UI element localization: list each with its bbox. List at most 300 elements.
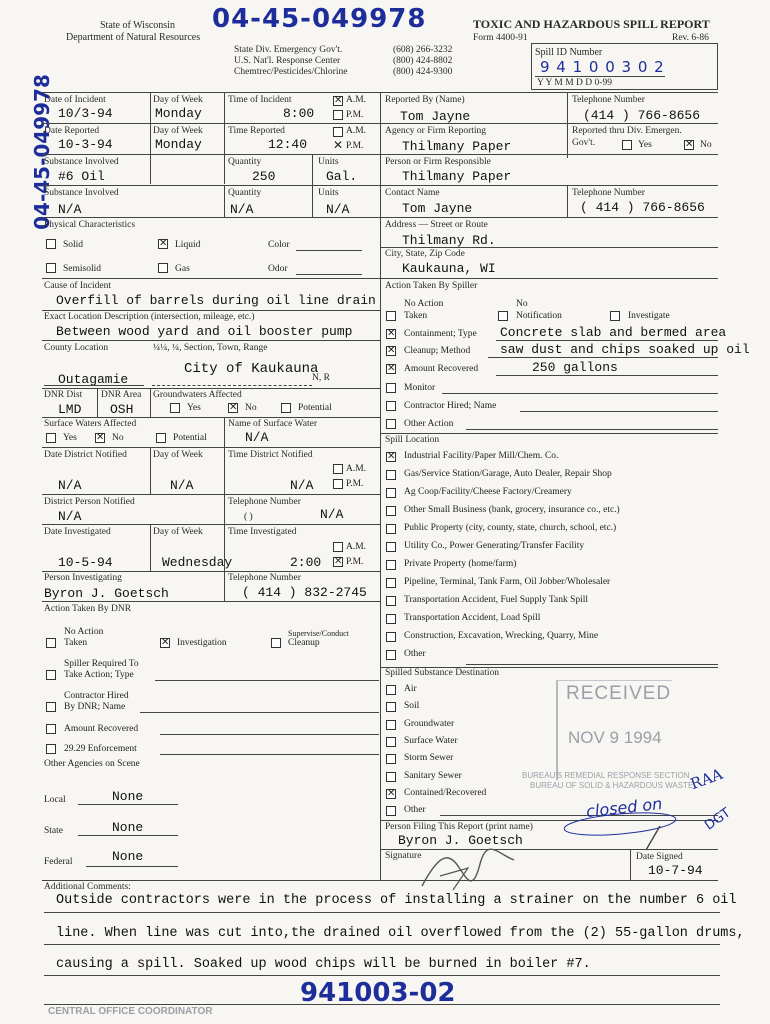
- govt-yes-checkbox[interactable]: [622, 140, 632, 150]
- spiller-no-action-checkbox[interactable]: [386, 311, 396, 321]
- vline-r3: [630, 849, 631, 880]
- spiller-amount-checkbox[interactable]: ✕: [387, 363, 396, 374]
- initials-mark-2: DGT: [702, 805, 734, 834]
- solid-label: Solid: [63, 240, 84, 250]
- amount-line: [496, 375, 718, 376]
- comment-line-2[interactable]: line. When line was cut into,the drained oil overflowed from the (2) 55-gallon drums,: [56, 926, 745, 941]
- spill-id-underline: [535, 76, 665, 77]
- vline-k: [150, 524, 151, 571]
- date-signed-label: Date Signed: [636, 852, 683, 862]
- groundwater-yes-checkbox[interactable]: [170, 403, 180, 413]
- form-revision: Rev. 6-86: [672, 33, 709, 43]
- date-notified-value[interactable]: N/A: [58, 478, 82, 493]
- date-investigated-label: Date Investigated: [44, 527, 111, 537]
- location-checkbox-7[interactable]: [386, 578, 396, 588]
- dnr-supervise-label: Supervise/Conduct: [288, 629, 349, 638]
- pm-label-2: P.M.: [346, 141, 364, 151]
- contact-1-phone: (608) 266-3232: [393, 45, 453, 55]
- dnr-area-label: DNR Area: [101, 390, 142, 400]
- quantity-value[interactable]: 250: [252, 169, 276, 184]
- enforcement-label: 29.29 Enforcement: [64, 744, 137, 754]
- surface-yes-label: Yes: [63, 433, 77, 443]
- time-notified-value[interactable]: N/A: [290, 478, 314, 493]
- surface-no-label: No: [112, 433, 124, 443]
- destination-label-4: Storm Sewer: [404, 753, 454, 763]
- color-line: [296, 250, 362, 251]
- destination-label-6: Contained/Recovered: [404, 788, 487, 798]
- stamp-bureau-1: BUREAU'S REMEDIAL RESPONSE SECTION: [522, 771, 690, 780]
- am-label-2: A.M.: [346, 126, 367, 136]
- contact-2-name: U.S. Nat'l. Response Center: [234, 56, 341, 66]
- time-incident-value[interactable]: 8:00: [283, 106, 315, 121]
- location-label-0: Industrial Facility/Paper Mill/Chem. Co.: [404, 451, 559, 461]
- solid-checkbox[interactable]: [46, 239, 56, 249]
- hline-r4: [380, 217, 718, 218]
- destination-checkbox-6[interactable]: ✕: [387, 788, 396, 799]
- date-signed-value[interactable]: 10-7-94: [648, 863, 703, 878]
- received-stamp: RECEIVED: [566, 683, 672, 704]
- date-investigated-value[interactable]: 10-5-94: [58, 555, 113, 570]
- spill-id-format: Y Y M M D D 0-99: [537, 78, 612, 88]
- state-value[interactable]: None: [112, 820, 144, 835]
- location-label-5: Utility Co., Power Generating/Transfer Facility: [404, 541, 585, 551]
- dnr-amount-recovered-checkbox[interactable]: [46, 724, 56, 734]
- spill-id-number[interactable]: 9 4 1 0 0 3 0 2: [540, 58, 665, 76]
- destination-label-7: Other: [404, 805, 426, 815]
- comments-label: Additional Comments:: [44, 882, 131, 892]
- surface-potential-checkbox[interactable]: [156, 433, 166, 443]
- local-label: Local: [44, 795, 66, 805]
- telephone-label-1: Telephone Number: [228, 497, 301, 507]
- dnr-cleanup-checkbox[interactable]: [271, 638, 281, 648]
- spiller-investigate-checkbox[interactable]: [610, 311, 620, 321]
- gas-checkbox[interactable]: [158, 263, 168, 273]
- location-label-6: Private Property (home/farm): [404, 559, 517, 569]
- cause-value[interactable]: Overfill of barrels during oil line drain: [56, 293, 376, 308]
- comment-line-1[interactable]: Outside contractors were in the process of installing a strainer on the number 6 oil: [56, 893, 737, 908]
- dnr-dist-value[interactable]: LMD: [58, 402, 82, 417]
- pm-label-4: P.M.: [346, 557, 364, 567]
- units-label-2: Units: [318, 188, 339, 198]
- location-checkbox-0[interactable]: ✕: [387, 451, 396, 462]
- bottom-rule: [42, 880, 718, 881]
- substance-label-2: Substance Involved: [44, 188, 119, 198]
- surface-label: Surface Waters Affected: [44, 419, 137, 429]
- location-label-1: Gas/Service Station/Garage, Auto Dealer, Repair Shop: [404, 469, 612, 479]
- destination-label-0: Air: [404, 684, 417, 694]
- groundwater-potential-checkbox[interactable]: [281, 403, 291, 413]
- section-label: ¼¼, ¼, Section, Town, Range: [153, 343, 268, 353]
- monitor-label: Monitor: [404, 383, 436, 393]
- take-action-label: Take Action; Type: [64, 670, 134, 680]
- dnr-amount-line: [160, 734, 379, 735]
- hline-r5: [380, 247, 718, 248]
- hline-r1: [380, 123, 718, 124]
- responsible-value[interactable]: Thilmany Paper: [402, 169, 512, 184]
- cleanup-label: Cleanup; Method: [404, 346, 471, 356]
- substance-value[interactable]: #6 Oil: [58, 169, 105, 184]
- cleanup-line: [488, 357, 718, 358]
- groundwater-no-label: No: [245, 403, 257, 413]
- destination-label: Spilled Substance Destination: [385, 668, 499, 678]
- contractor-line: [520, 411, 718, 412]
- destination-checkbox-2[interactable]: [386, 720, 396, 730]
- spiller-amount-label: Amount Recovered: [404, 364, 479, 374]
- liquid-checkbox[interactable]: ✕: [159, 238, 168, 249]
- form-title: TOXIC AND HAZARDOUS SPILL REPORT: [473, 17, 710, 31]
- investigated-am-checkbox[interactable]: [333, 542, 343, 552]
- destination-checkbox-1[interactable]: [386, 702, 396, 712]
- odor-label: Odor: [268, 264, 288, 274]
- spiller-no-action-label: No Action: [404, 299, 444, 309]
- groundwater-label: Groundwaters Affected: [153, 390, 242, 400]
- date-incident-label: Date of Incident: [44, 95, 106, 105]
- investigate-label: Investigate: [628, 311, 670, 321]
- received-date: NOV 9 1994: [568, 728, 662, 747]
- location-label-11: Other: [404, 649, 426, 659]
- vline-r1: [567, 92, 568, 158]
- dow-investigated-value[interactable]: Wednesday: [162, 555, 233, 570]
- location-checkbox-4[interactable]: [386, 524, 396, 534]
- telephone-label-r2: Telephone Number: [572, 188, 645, 198]
- dnr-area-value[interactable]: OSH: [110, 402, 134, 417]
- comment-line-3[interactable]: causing a spill. Soaked up wood chips will be burned in boiler #7.: [56, 957, 591, 972]
- agency-value[interactable]: Thilmany Paper: [402, 139, 512, 154]
- dnr-amount-recovered-label: Amount Recovered: [64, 724, 139, 734]
- time-investigated-value[interactable]: 2:00: [290, 555, 322, 570]
- dow-incident-value[interactable]: Monday: [155, 106, 202, 121]
- take-action-line: [155, 680, 379, 681]
- destination-checkbox-5[interactable]: [386, 772, 396, 782]
- district-phone-paren: ( ): [244, 512, 253, 522]
- location-label-4: Public Property (city, county, state, church, school, etc.): [404, 523, 617, 533]
- location-checkbox-10[interactable]: [386, 632, 396, 642]
- comment-rule-3: [44, 975, 720, 976]
- hline-12: [42, 524, 380, 525]
- time-reported-value[interactable]: 12:40: [268, 137, 308, 152]
- hline-3: [42, 185, 380, 186]
- hline-13: [42, 571, 380, 572]
- location-checkbox-6[interactable]: [386, 560, 396, 570]
- location-label-3: Other Small Business (bank, grocery, insurance co., etc.): [404, 505, 620, 515]
- pm-label: P.M.: [346, 110, 364, 120]
- substance-label: Substance Involved: [44, 157, 119, 167]
- n-r-label: N, R: [312, 373, 330, 383]
- hline-r7: [380, 433, 718, 434]
- surface-no-checkbox[interactable]: ✕: [96, 432, 105, 443]
- dnr-taken-label: Taken: [64, 638, 88, 648]
- govt-no-label: No: [700, 140, 712, 150]
- location-other-line: [466, 664, 718, 665]
- vline-b: [224, 92, 225, 184]
- hline-r2: [380, 154, 718, 155]
- local-value[interactable]: None: [112, 789, 144, 804]
- spiller-no-notification-checkbox[interactable]: [498, 311, 508, 321]
- date-reported-label: Date Reported: [44, 126, 100, 136]
- person-filing-value[interactable]: Byron J. Goetsch: [398, 833, 523, 848]
- groundwater-no-checkbox[interactable]: ✕: [229, 402, 238, 413]
- vline-r2: [567, 185, 568, 217]
- other-action-checkbox[interactable]: [386, 419, 396, 429]
- contact-3-name: Chemtrec/Pesticides/Chlorine: [234, 67, 348, 77]
- date-reported-value[interactable]: 10-3-94: [58, 137, 113, 152]
- semisolid-label: Semisolid: [63, 264, 102, 274]
- contractor-label: Contractor Hired; Name: [404, 401, 497, 411]
- destination-label-1: Soil: [404, 701, 420, 711]
- dnr-action-label: Action Taken By DNR: [44, 604, 132, 614]
- hline-8: [42, 388, 380, 389]
- spiller-amount-value[interactable]: 250 gallons: [532, 360, 618, 375]
- address-label: Address — Street or Route: [385, 220, 488, 230]
- containment-label: Containment; Type: [404, 329, 477, 339]
- hline-r6: [380, 278, 718, 279]
- coordinator-label: CENTRAL OFFICE COORDINATOR: [48, 1006, 213, 1017]
- dnr-cleanup-label: Cleanup: [288, 638, 320, 648]
- dnr-investigation-label: Investigation: [177, 638, 227, 648]
- hline-11: [42, 494, 380, 495]
- incident-pm-checkbox[interactable]: [333, 110, 343, 120]
- telephone-label-r1: Telephone Number: [572, 95, 645, 105]
- cleanup-checkbox[interactable]: ✕: [387, 345, 396, 356]
- reported-thru-label: Reported thru Div. Emergen.: [572, 126, 682, 136]
- location-checkbox-2[interactable]: [386, 488, 396, 498]
- dnr-no-action-checkbox[interactable]: [46, 638, 56, 648]
- dnr-dist-label: DNR Dist: [44, 390, 83, 400]
- contact-label: Contact Name: [385, 188, 440, 198]
- substance2-value[interactable]: N/A: [58, 202, 82, 217]
- location-checkbox-8[interactable]: [386, 596, 396, 606]
- monitor-line: [442, 393, 718, 394]
- city-value[interactable]: City of Kaukauna: [184, 361, 319, 377]
- hline-2: [42, 154, 380, 155]
- surface-name-label: Name of Surface Water: [228, 419, 318, 429]
- hline-1: [42, 123, 380, 124]
- contractor-hired-label: Contractor Hired: [64, 691, 129, 701]
- vline-j: [224, 494, 225, 524]
- liquid-label: Liquid: [175, 240, 201, 250]
- location-checkbox-3[interactable]: [386, 506, 396, 516]
- incident-am-checkbox[interactable]: ✕: [334, 95, 343, 106]
- groundwater-yes-label: Yes: [187, 403, 201, 413]
- location-label-7: Pipeline, Terminal, Tank Farm, Oil Jobber/Wholesaler: [404, 577, 611, 587]
- other-action-label: Other Action: [404, 419, 454, 429]
- hline-6: [42, 310, 380, 311]
- person-investigating-value[interactable]: Byron J. Goetsch: [44, 586, 169, 601]
- destination-checkbox-4[interactable]: [386, 754, 396, 764]
- reported-pm-checkbox[interactable]: ✕: [333, 138, 344, 152]
- enforcement-line: [160, 754, 379, 755]
- department-name: Department of Natural Resources: [66, 32, 201, 43]
- vline-g: [224, 417, 225, 447]
- other-action-line: [466, 429, 718, 430]
- state-label: State: [44, 826, 63, 836]
- surface-potential-label: Potential: [173, 433, 207, 443]
- district-person-label: District Person Notified: [44, 497, 135, 507]
- location-checkbox-1[interactable]: [386, 470, 396, 480]
- semisolid-checkbox[interactable]: [46, 263, 56, 273]
- dnr-no-action-label: No Action: [64, 627, 104, 637]
- quantity-label: Quantity: [228, 157, 262, 167]
- hline-10: [42, 447, 380, 448]
- contractor-checkbox[interactable]: [386, 401, 396, 411]
- am-label-3: A.M.: [346, 464, 367, 474]
- time-incident-label: Time of Incident: [228, 95, 292, 105]
- containment-line: [496, 340, 718, 341]
- am-label: A.M.: [346, 95, 367, 105]
- city-value-right[interactable]: Kaukauna, WI: [402, 261, 496, 276]
- comment-rule-1: [44, 912, 720, 913]
- destination-label-2: Groundwater: [404, 719, 455, 729]
- date-incident-value[interactable]: 10/3-94: [58, 106, 113, 121]
- vline-c: [312, 154, 313, 218]
- district-notified-label: Date District Notified: [44, 450, 127, 460]
- closed-on-note: closed on: [585, 794, 664, 821]
- location-label-10: Construction, Excavation, Wrecking, Quarry, Mine: [404, 631, 599, 641]
- location-label-9: Transportation Accident, Load Spill: [404, 613, 541, 623]
- county-value[interactable]: Outagamie: [58, 372, 129, 387]
- spill-location-label: Spill Location: [385, 435, 440, 445]
- pm-label-3: P.M.: [346, 479, 364, 489]
- containment-value[interactable]: Concrete slab and bermed area: [500, 325, 727, 340]
- vline-f: [150, 388, 151, 418]
- hline-5: [42, 278, 380, 279]
- hline-7: [42, 340, 380, 341]
- spill-id-label: Spill ID Number: [535, 47, 603, 58]
- by-dnr-label: By DNR; Name: [64, 702, 126, 712]
- form-number: Form 4400-91: [473, 33, 528, 43]
- notified-pm-checkbox[interactable]: [333, 479, 343, 489]
- agency-label: Agency or Firm Reporting: [385, 126, 487, 136]
- section-line: [152, 385, 312, 386]
- district-person-value[interactable]: N/A: [58, 509, 82, 524]
- units2-value[interactable]: N/A: [326, 202, 350, 217]
- dow-investigated-label: Day of Week: [153, 527, 203, 537]
- side-file-number: 04-45-049978: [29, 74, 54, 230]
- time-investigated-label: Time Investigated: [228, 527, 297, 537]
- hline-r3: [380, 185, 718, 186]
- cause-label: Cause of Incident: [44, 281, 112, 291]
- dow-label: Day of Week: [153, 95, 203, 105]
- location-label-2: Ag Coop/Facility/Cheese Factory/Creamery: [404, 487, 572, 497]
- contact-phone-value[interactable]: ( 414 ) 766-8656: [580, 200, 705, 215]
- units-value[interactable]: Gal.: [326, 169, 358, 184]
- closed-circle: [560, 812, 680, 852]
- person-investigating-label: Person Investigating: [44, 573, 122, 583]
- city-label: City, State, Zip Code: [385, 249, 465, 259]
- dow-notified-label: Day of Week: [153, 450, 203, 460]
- district-phone-value[interactable]: N/A: [320, 507, 344, 522]
- bottom-file-number: 941003-02: [300, 978, 456, 1008]
- local-line: [78, 804, 178, 805]
- quantity2-value[interactable]: N/A: [230, 202, 254, 217]
- surface-name-value[interactable]: N/A: [245, 430, 269, 445]
- state-name: State of Wisconsin: [100, 20, 175, 31]
- reported-am-checkbox[interactable]: [333, 127, 343, 137]
- vline-d: [224, 185, 225, 218]
- county-label: County Location: [44, 343, 109, 353]
- units-label: Units: [318, 157, 339, 167]
- federal-label: Federal: [44, 857, 73, 867]
- hline-9: [42, 417, 380, 418]
- by-dnr-line: [140, 712, 379, 713]
- comment-rule-4: [44, 1004, 720, 1005]
- notified-am-checkbox[interactable]: [333, 464, 343, 474]
- contractor-hired-checkbox[interactable]: [46, 702, 56, 712]
- location-label-8: Transportation Accident, Fuel Supply Tank Spill: [404, 595, 589, 605]
- initials-mark: RAA: [687, 764, 726, 794]
- investigated-pm-checkbox[interactable]: ✕: [334, 556, 343, 567]
- destination-checkbox-3[interactable]: [386, 737, 396, 747]
- govt-yes-label: Yes: [638, 140, 652, 150]
- investigator-phone-value[interactable]: ( 414 ) 832-2745: [242, 585, 367, 600]
- dow-reported-value[interactable]: Monday: [155, 137, 202, 152]
- other-agencies-label: Other Agencies on Scene: [44, 759, 140, 769]
- spiller-taken-label: Taken: [404, 311, 428, 321]
- file-number: 04-45-049978: [212, 4, 427, 34]
- address-value[interactable]: Thilmany Rd.: [402, 233, 496, 248]
- spiller-required-label: Spiller Required To: [64, 659, 139, 669]
- gas-label: Gas: [175, 264, 190, 274]
- responsible-label: Person or Firm Responsible: [385, 157, 491, 167]
- location-checkbox-9[interactable]: [386, 614, 396, 624]
- dnr-investigation-checkbox[interactable]: ✕: [161, 637, 170, 648]
- dow-notified-value[interactable]: N/A: [170, 478, 194, 493]
- reported-by-value[interactable]: Tom Jayne: [400, 109, 471, 124]
- location-checkbox-11[interactable]: [386, 650, 396, 660]
- destination-checkbox-7[interactable]: [386, 806, 396, 816]
- person-filing-label: Person Filing This Report (print name): [385, 822, 533, 832]
- groundwater-potential-label: Potential: [298, 403, 332, 413]
- vline-i: [224, 447, 225, 495]
- dow-label-2: Day of Week: [153, 126, 203, 136]
- reporter-phone-value[interactable]: (414 ) 766-8656: [583, 108, 701, 123]
- telephone-label-2: Telephone Number: [228, 573, 301, 583]
- location-checkbox-5[interactable]: [386, 542, 396, 552]
- time-reported-label: Time Reported: [228, 126, 285, 136]
- cleanup-value[interactable]: saw dust and chips soaked up oil: [500, 342, 750, 357]
- no-notification-label-a: No: [516, 299, 528, 309]
- odor-line: [296, 274, 362, 275]
- state-line: [78, 835, 178, 836]
- destination-checkbox-0[interactable]: [386, 685, 396, 695]
- enforcement-checkbox[interactable]: [46, 744, 56, 754]
- monitor-checkbox[interactable]: [386, 383, 396, 393]
- vline-h: [150, 447, 151, 495]
- location-label: Exact Location Description (intersection, mileage, etc.): [44, 312, 255, 322]
- vline-e: [97, 388, 98, 418]
- spiller-required-checkbox[interactable]: [46, 670, 56, 680]
- contact-3-phone: (800) 424-9300: [393, 67, 453, 77]
- location-value[interactable]: Between wood yard and oil booster pump: [56, 324, 353, 339]
- federal-value[interactable]: None: [112, 849, 144, 864]
- signature-scribble: [418, 846, 518, 896]
- reported-by-label: Reported By (Name): [385, 95, 465, 105]
- county-line: [44, 385, 144, 386]
- hline-4: [42, 217, 380, 218]
- federal-line: [86, 866, 178, 867]
- contact-value[interactable]: Tom Jayne: [402, 201, 473, 216]
- vline-a: [150, 92, 151, 184]
- am-label-4: A.M.: [346, 542, 367, 552]
- destination-label-5: Sanitary Sewer: [404, 771, 462, 781]
- govt-no-checkbox[interactable]: ✕: [685, 139, 694, 150]
- containment-checkbox[interactable]: ✕: [387, 328, 396, 339]
- vline-m: [224, 571, 225, 601]
- surface-yes-checkbox[interactable]: [46, 433, 56, 443]
- govt-label: Gov't.: [572, 138, 596, 148]
- destination-label-3: Surface Water: [404, 736, 458, 746]
- comment-rule-2: [44, 944, 720, 945]
